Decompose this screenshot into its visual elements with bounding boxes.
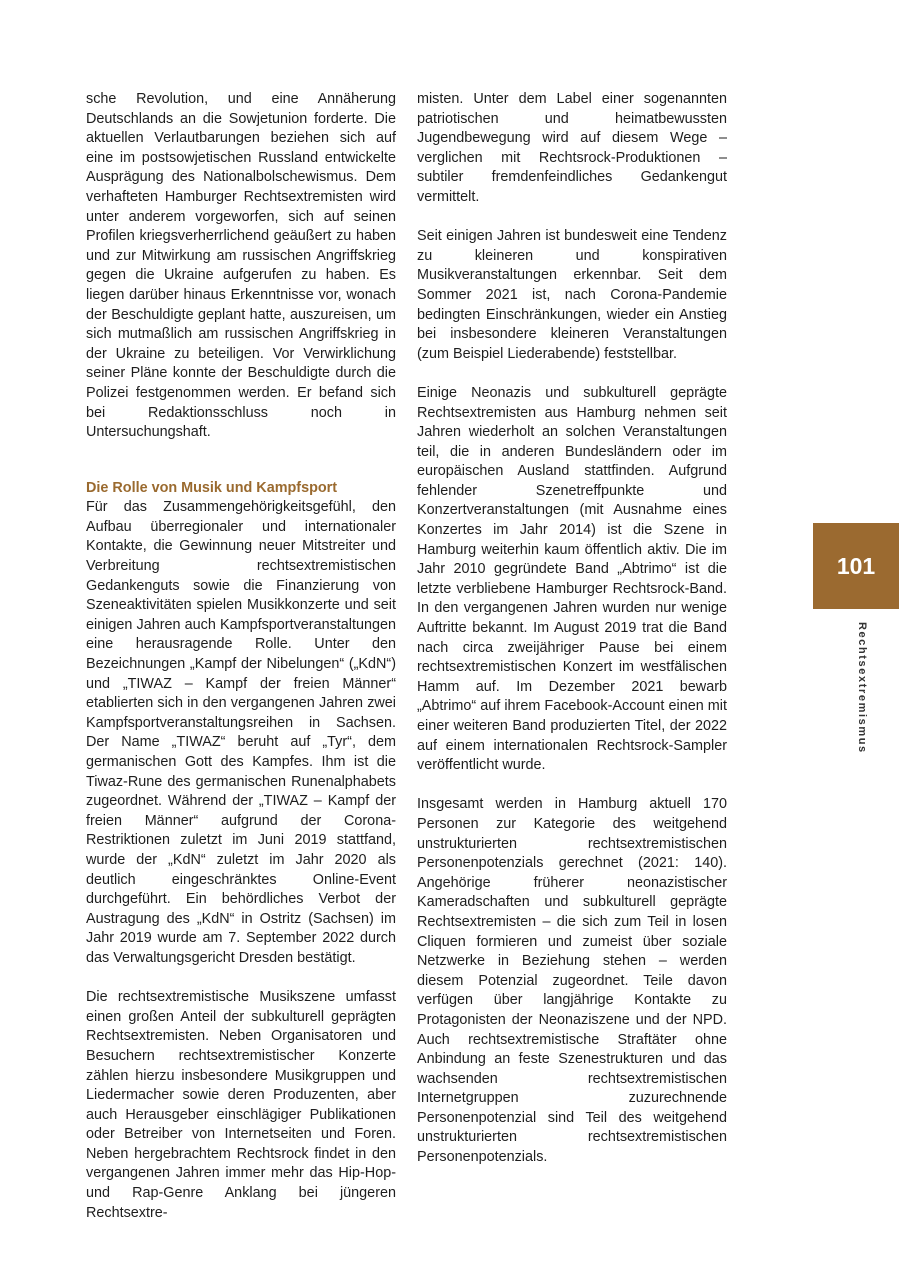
page-number-tab (813, 523, 899, 609)
body-paragraph: Für das Zusammengehörigkeitsgefühl, den Aufbau überregionaler und internationaler Kontakte, die Gewinnung neuer Mitstreiter und Verbreitung rechtsextremistischen Gedankenguts sowie die Finanzierung von Szeneaktivitäten spielen Musikkonzerte und seit einigen Jahren auch Kampfsportveranstaltungen eine herausragende Rolle. Unter den Bezeichnungen „Kampf der Nibelungen“ („KdN“) und „TIWAZ – Kampf der freien Männer“ etablierten sich in den vergangenen Jahren zwei Kampfsportveranstaltungsreihen in Sachsen. Der Name „TIWAZ“ beruht auf „Tyr“, dem germanischen Gott des Kampfes. Ihm ist die Tiwaz-Rune des germanischen Runenalphabets zugeordnet. Während der „TIWAZ – Kampf der freien Männer“ aufgrund der Corona-Restriktionen zuletzt im Juni 2019 stattfand, wurde der „KdN“ zuletzt im Jahr 2020 als deutlich eingeschränktes Online-Event durchgeführt. Ein behördliches Verbot der Austragung des „KdN“ in Ostritz (Sachsen) im Jahr 2019 wurde am 7. September 2022 durch das Verwaltungsgericht Dresden bestätigt. (86, 499, 396, 966)
right-column (417, 90, 727, 1168)
page-number: 101 (836, 552, 876, 579)
body-paragraph: Insgesamt werden in Hamburg aktuell 170 Personen zur Kategorie des weitgehend unstrukturierten rechtsextremistischen Personenpotenzials gerechnet (2021: 140). Angehörige früherer neonazistischer Kameradschaften und subkulturell geprägte Rechtsextremisten – die sich zum Teil in losen Cliquen formieren und zumeist über soziale Netzwerke in Beziehung stehen – werden diesem Potenzial zugeordnet. Teile davon verfügen über langjährige Kontakte zu Protagonisten der Neonaziszene und der NPD. Auch rechtsextremistische Straftäter ohne Anbindung an feste Szenestrukturen und das wachsenden rechtsextremistischen Internetgruppen zuzurechnende Personenpotenzial sind Teil des weitgehend unstrukturierten rechtsextremistischen Personenpotenzials. (417, 796, 727, 1166)
body-paragraph: Einige Neonazis und subkulturell geprägte Rechtsextremisten aus Hamburg nehmen seit Jahren wiederholt an solchen Veranstaltungen teil, die in anderen Bundesländern oder im europäischen Ausland stattfinden. Aufgrund fehlender Szenetreffpunkte und Konzertveranstaltungen (mit Ausnahme eines Konzertes im Jahr 2014) ist die Szene in Hamburg weiterhin kaum öffentlich aktiv. Die im Jahr 2010 gegründete Band „Abtrimo“ ist die letzte verbliebene Hamburger Rechtsrock-Band. In den vergangenen Jahren wurden nur wenige Auftritte bekannt. Im August 2019 trat die Band nach circa zweijähriger Pause bei einem rechtsextremistischen Konzert im westfälischen Hamm auf. Im Dezember 2021 bewarb „Abtrimo“ auf ihrem Facebook-Account einen mit einer weiteren Band produzierten Titel, der 2022 auf einem internationalen Rechtsrock-Sampler veröffentlicht wurde. (417, 384, 727, 774)
body-paragraph: misten. Unter dem Label einer sogenannten patriotischen und heimatbewussten Jugendbewegung wird auf diesem Wege – verglichen mit Rechtsrock-Produktionen – subtiler fremdenfeindliches Gedankengut vermittelt. (417, 91, 727, 205)
body-paragraph: sche Revolution, und eine Annäherung Deutschlands an die Sowjetunion forderte. Die aktuellen Verlautbarungen beziehen sich auf eine im postsowjetischen Russland entwickelte Ausprägung des Nationalbolschewismus. Dem verhafteten Hamburger Rechtsextremisten wird unter anderem vorgeworfen, sich auf seinen Profilen kriegsverherrlichend geäußert zu haben und zur Mitwirkung am russischen Angriffskrieg gegen die Ukraine aufgerufen zu haben. Es liegen darüber hinaus Erkenntnisse vor, wonach der Beschuldigte geplant hatte, auszureisen, um sich mutmaßlich am russischen Angriffskrieg in der Ukraine zu beteiligen. Vor Verwirklichung seiner Pläne konnte der Beschuldigte durch die Polizei festgenommen werden. Er befand sich bei Redaktionsschluss noch in Untersuchungshaft. (86, 91, 396, 441)
section-heading: Die Rolle von Musik und Kampfsport (86, 479, 338, 496)
body-paragraph: Die rechtsextremistische Musikszene umfasst einen großen Anteil der subkulturell geprägten Rechtsextremisten. Neben Organisatoren und Besuchern rechtsextremistischer Konzerte zählen hierzu insbesondere Musikgruppen und Liedermacher sowie deren Produzenten, aber auch Herausgeber einschlägiger Publikationen oder Betreiber von Internetseiten und Foren. Neben hergebrachtem Rechtsrock findet in den vergangenen Jahren immer mehr das Hip-Hop- und Rap-Genre Anklang bei jüngeren Rechtsextre- (86, 989, 396, 1221)
body-paragraph: Seit einigen Jahren ist bundesweit eine Tendenz zu kleineren und konspirativen Musikveranstaltungen erkennbar. Seit dem Sommer 2021 ist, nach Corona-Pandemie bedingten Einschränkungen, wieder ein Anstieg bei insbesondere kleineren Veranstaltungen (zum Beispiel Liederabende) feststellbar. (417, 228, 727, 362)
running-title: Rechtsextremismus (856, 622, 868, 754)
left-column (86, 90, 396, 1223)
